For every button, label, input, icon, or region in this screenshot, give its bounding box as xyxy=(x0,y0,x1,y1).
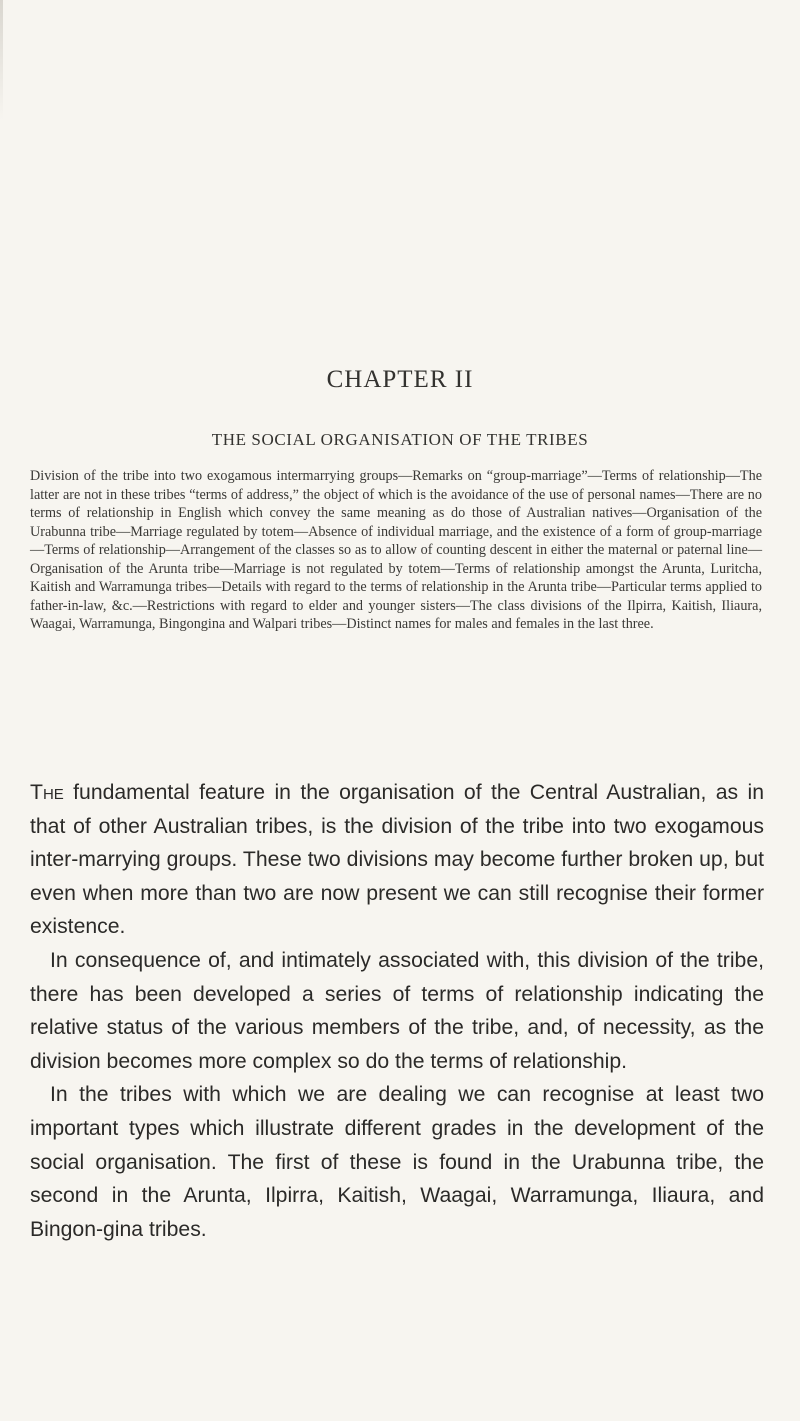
chapter-subtitle: THE SOCIAL ORGANISATION OF THE TRIBES xyxy=(211,430,589,449)
chapter-body xyxy=(30,776,764,1246)
paragraph-1 xyxy=(30,776,764,944)
paragraph-1-lead: The xyxy=(30,781,64,804)
chapter-summary: Division of the tribe into two exogamous intermarrying groups—Remarks on “group-marriage”—Terms of relationship—The latter are not in these tribes “terms of address,” the object of which is the avoidance of the use of personal names—There are no terms of relationship in English which convey the same meaning as do those of Australian natives—Organisation of the Urabunna tribe—Marriage regulated by totem—Absence of individual marriage, and the existence of a form of group-marriage—Terms of relationship—Arrangement of the classes so as to allow of counting descent in either the maternal or paternal line—Organisation of the Arunta tribe—Marriage is not regulated by totem—Terms of relationship amongst the Arunta, Luritcha, Kaitish and Warramunga tribes—Details with regard to the terms of relationship in the Arunta tribe—Particular terms applied to father-in-law, &c.—Restrictions with regard to elder and younger sisters—The class divisions of the Ilpirra, Kaitish, Iliaura, Waagai, Warramunga, Bingongina and Walpari tribes—Distinct names for males and females in the last three. xyxy=(30,468,762,632)
paragraph-2: In consequence of, and intimately associated with, this division of the tribe, there has been developed a series of terms of relationship indicating the relative status of the various members of the tribe, and, of necessity, as the division becomes more complex so do the terms of relationship. xyxy=(30,948,764,1073)
paragraph-1-text: fundamental feature in the organisation of the Central Australian, as in that of other Australian tribes, is the division of the tribe into two exogamous inter-marrying groups. These two divisions may become further broken up, but even when more than two are now present we can still recognise their former existence. xyxy=(30,781,764,939)
paragraph-3: In the tribes with which we are dealing we can recognise at least two important types which illustrate different grades in the development of the social organisation. The first of these is found in the Urabunna tribe, the second in the Arunta, Ilpirra, Kaitish, Waagai, Warramunga, Iliaura, and Bingon-gina tribes. xyxy=(30,1083,764,1241)
chapter-heading: CHAPTER II xyxy=(326,366,474,393)
page-edge-shadow xyxy=(0,0,3,120)
